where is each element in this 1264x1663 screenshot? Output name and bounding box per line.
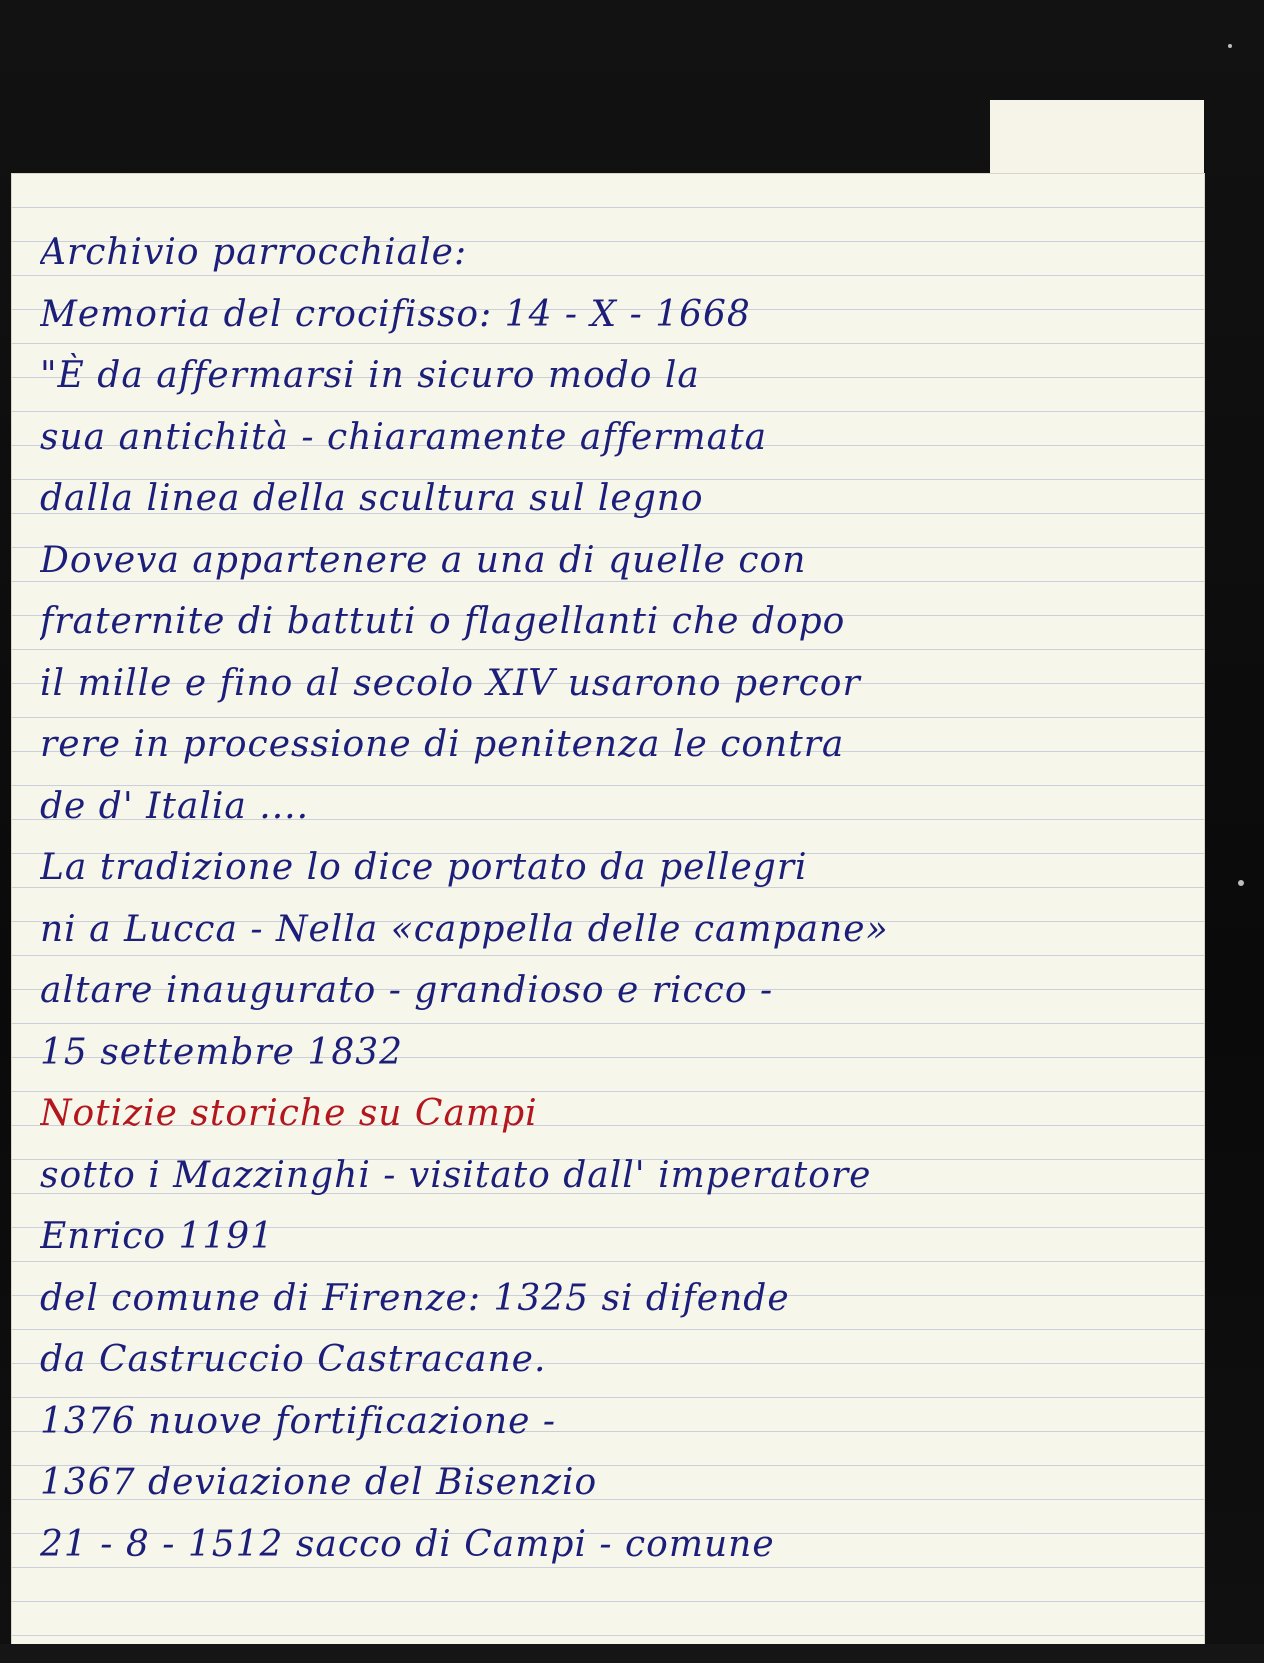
text-line: sotto i Mazzinghi - visitato dall' imperatore [40,1154,872,1196]
text-line: da Castruccio Castracane. [40,1339,547,1380]
scan-bottom-strip [0,1644,1264,1663]
section-heading: Notizie storiche su Campi [40,1093,538,1134]
text-line: rere in processione di penitenza le contra [40,724,845,765]
handwritten-lines [40,222,1190,1575]
index-card [12,174,1204,1644]
text-line: Archivio parrocchiale: [40,232,468,273]
text-line: 1376 nuove fortificazione - [40,1400,557,1442]
text-line: La tradizione lo dice portato da pellegri [40,847,808,888]
text-line: Doveva appartenere a una di quelle con [40,539,807,581]
text-line: altare inaugurato - grandioso e ricco - [40,970,774,1011]
text-line: fraternite di battuti o flagellanti che dopo [40,601,846,642]
text-line: Enrico 1191 [40,1216,275,1257]
text-line: sua antichità - chiaramente affermata [40,416,768,458]
dust-speck [1238,880,1244,886]
text-line: ni a Lucca - Nella «cappella delle campane» [40,908,889,950]
text-line: 1367 deviazione del Bisenzio [40,1462,598,1503]
text-line: Memoria del crocifisso: 14 - X - 1668 [40,293,751,335]
text-line: 15 settembre 1832 [40,1031,404,1073]
text-line: 21 - 8 - 1512 sacco di Campi - comune [40,1523,775,1565]
text-line: il mille e fino al secolo XIV usarono percor [40,662,861,704]
text-line: del comune di Firenze: 1325 si difende [40,1277,790,1319]
text-line: "È da affermarsi in sicuro modo la [40,355,700,396]
text-line: de d' Italia .... [40,785,310,827]
text-line: dalla linea della scultura sul legno [40,478,704,519]
dust-speck [1228,44,1232,48]
